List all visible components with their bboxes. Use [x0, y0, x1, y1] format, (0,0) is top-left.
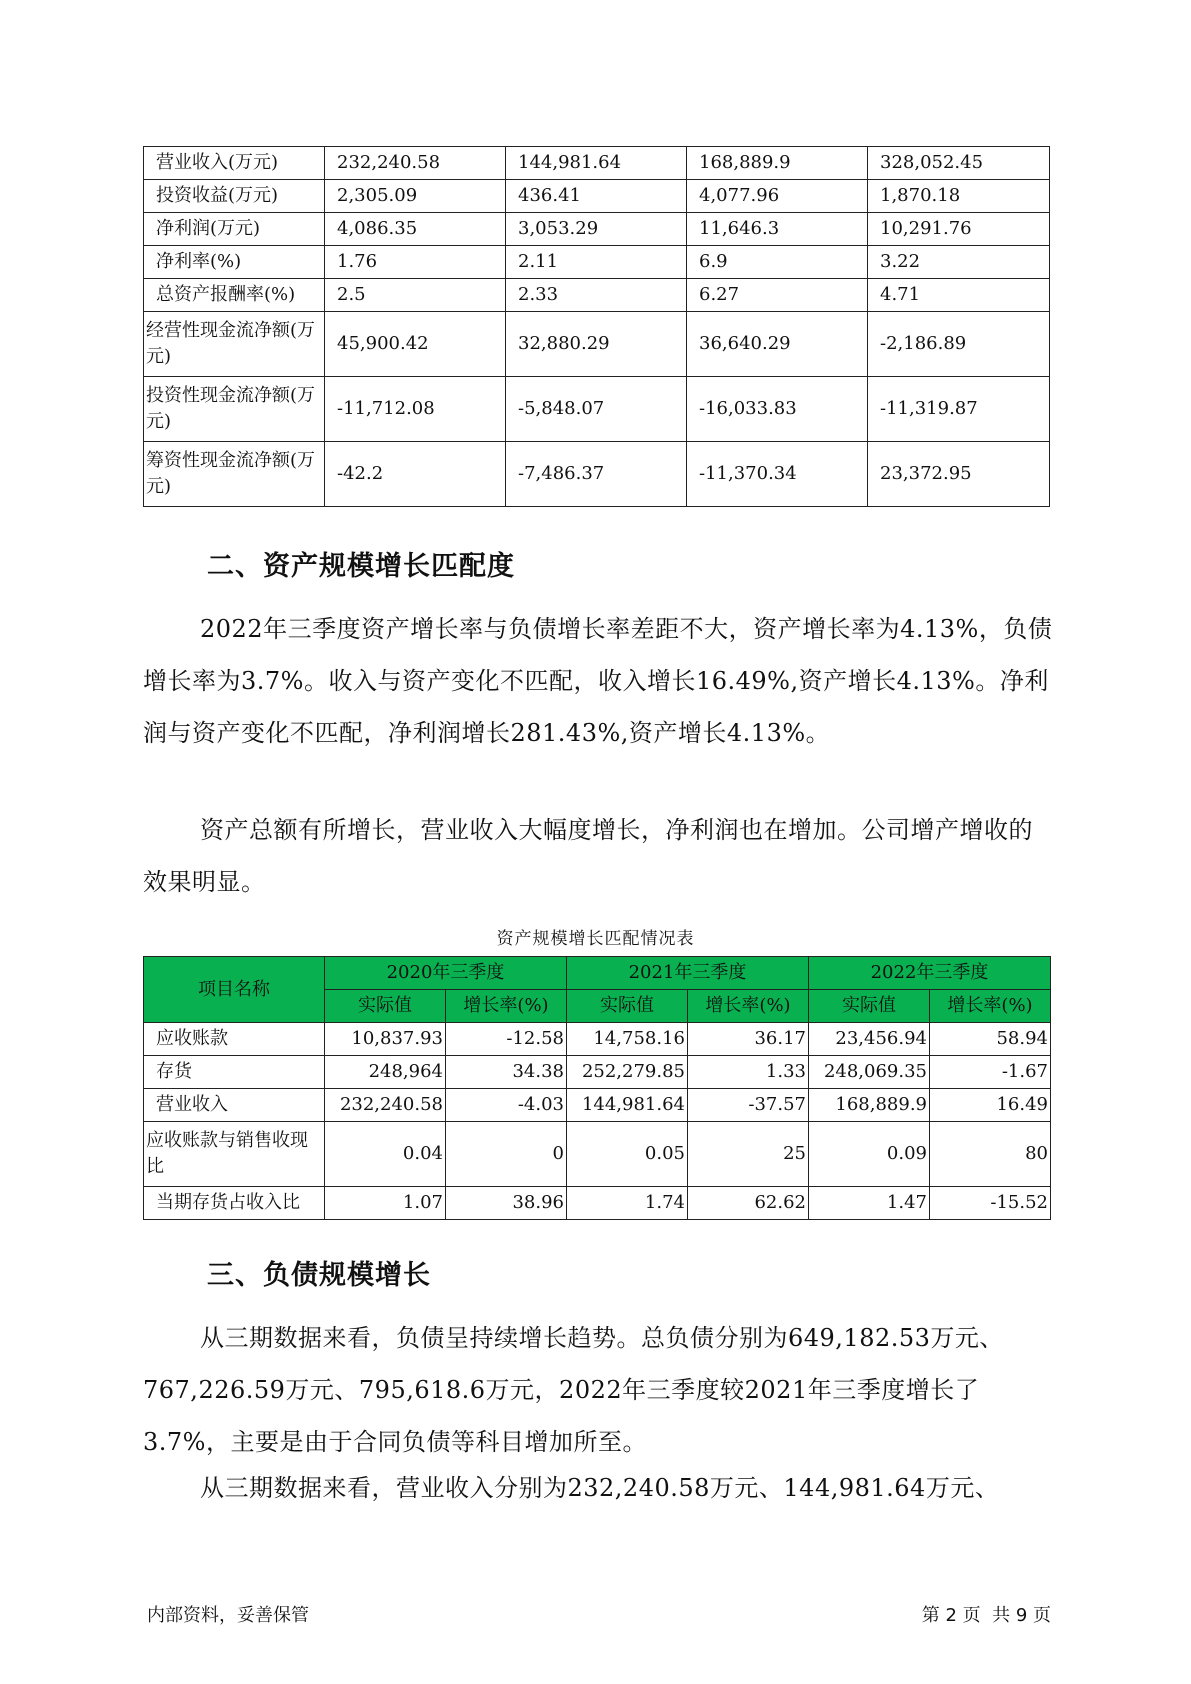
cell-value: 2.33	[506, 279, 687, 312]
cell-value: 32,880.29	[506, 312, 687, 377]
cell-value: 248,964	[325, 1056, 446, 1089]
cell-value: -12.58	[446, 1023, 567, 1056]
table-row	[144, 1122, 1051, 1187]
row-label: 净利润(万元)	[144, 213, 325, 246]
cell-value: 144,981.64	[506, 147, 687, 180]
column-header: 2020年三季度	[325, 957, 567, 990]
column-header: 增长率(%)	[446, 990, 567, 1023]
cell-value: -11,370.34	[687, 442, 868, 507]
column-header: 2022年三季度	[809, 957, 1051, 990]
cell-value: 0.09	[809, 1122, 930, 1187]
cell-value: 2.11	[506, 246, 687, 279]
cell-value: -11,712.08	[325, 377, 506, 442]
cell-value: -5,848.07	[506, 377, 687, 442]
cell-value: -16,033.83	[687, 377, 868, 442]
table-row	[144, 312, 1050, 377]
cell-value: -15.52	[930, 1187, 1051, 1220]
footer-page-number: 第 2 页 共 9 页	[921, 1605, 1051, 1626]
cell-value: 3,053.29	[506, 213, 687, 246]
cell-value: 2,305.09	[325, 180, 506, 213]
cell-value: 23,372.95	[868, 442, 1050, 507]
cell-value: -1.67	[930, 1056, 1051, 1089]
column-header: 实际值	[567, 990, 688, 1023]
paragraph: 资产总额有所增长，营业收入大幅度增长，净利润也在增加。公司增产增收的效果明显。	[143, 816, 1033, 896]
cell-value: 144,981.64	[567, 1089, 688, 1122]
cell-value: 23,456.94	[809, 1023, 930, 1056]
table-row	[144, 1056, 1051, 1089]
cell-value: 4,086.35	[325, 213, 506, 246]
cell-value: 16.49	[930, 1089, 1051, 1122]
column-header: 实际值	[325, 990, 446, 1023]
table-caption: 资产规模增长匹配情况表	[496, 929, 695, 949]
cell-value: -2,186.89	[868, 312, 1050, 377]
cell-value: 0	[446, 1122, 567, 1187]
cell-value: 2.5	[325, 279, 506, 312]
cell-value: 10,837.93	[325, 1023, 446, 1056]
table-row	[144, 279, 1050, 312]
cell-value: 58.94	[930, 1023, 1051, 1056]
cell-value: 36,640.29	[687, 312, 868, 377]
cell-value: 1.76	[325, 246, 506, 279]
table-row	[144, 246, 1050, 279]
section-heading: 三、负债规模增长	[207, 1260, 431, 1291]
row-label: 投资性现金流净额(万元)	[144, 377, 325, 442]
cell-value: 36.17	[688, 1023, 809, 1056]
cell-value: 1.33	[688, 1056, 809, 1089]
cell-value: 4.71	[868, 279, 1050, 312]
cell-value: -37.57	[688, 1089, 809, 1122]
cell-value: 1.47	[809, 1187, 930, 1220]
cell-value: 25	[688, 1122, 809, 1187]
table-row	[144, 442, 1050, 507]
cell-value: -4.03	[446, 1089, 567, 1122]
financial-summary-table	[143, 146, 1050, 507]
cell-value: 168,889.9	[687, 147, 868, 180]
cell-value: -11,319.87	[868, 377, 1050, 442]
row-label: 净利率(%)	[144, 246, 325, 279]
row-label: 营业收入	[144, 1089, 325, 1122]
cell-value: 232,240.58	[325, 147, 506, 180]
cell-value: 1,870.18	[868, 180, 1050, 213]
asset-growth-table	[143, 956, 1051, 1220]
paragraph: 2022年三季度资产增长率与负债增长率差距不大，资产增长率为4.13%，负债增长率为3.7%。收入与资产变化不匹配，收入增长16.49%,资产增长4.13%。净利润与资产变化不匹配，净利润增长281.43%,资产增长4.13%。	[143, 615, 1053, 747]
paragraph: 从三期数据来看，营业收入分别为232,240.58万元、144,981.64万元、	[200, 1474, 1000, 1502]
cell-value: 168,889.9	[809, 1089, 930, 1122]
column-header: 2021年三季度	[567, 957, 809, 990]
row-label: 营业收入(万元)	[144, 147, 325, 180]
cell-value: 10,291.76	[868, 213, 1050, 246]
cell-value: 14,758.16	[567, 1023, 688, 1056]
row-label: 筹资性现金流净额(万元)	[144, 442, 325, 507]
cell-value: 248,069.35	[809, 1056, 930, 1089]
cell-value: 38.96	[446, 1187, 567, 1220]
cell-value: 252,279.85	[567, 1056, 688, 1089]
column-header: 增长率(%)	[930, 990, 1051, 1023]
cell-value: 436.41	[506, 180, 687, 213]
cell-value: 0.04	[325, 1122, 446, 1187]
cell-value: 328,052.45	[868, 147, 1050, 180]
section-heading: 二、资产规模增长匹配度	[207, 551, 515, 582]
table-row	[144, 180, 1050, 213]
cell-value: 6.9	[687, 246, 868, 279]
paragraph: 从三期数据来看，负债呈持续增长趋势。总负债分别为649,182.53万元、767,226.59万元、795,618.6万元，2022年三季度较2021年三季度增长了3.7%，主要是由于合同负债等科目增加所至。	[143, 1324, 1004, 1456]
cell-value: 3.22	[868, 246, 1050, 279]
cell-value: -7,486.37	[506, 442, 687, 507]
column-header: 增长率(%)	[688, 990, 809, 1023]
cell-value: 1.07	[325, 1187, 446, 1220]
cell-value: -42.2	[325, 442, 506, 507]
cell-value: 45,900.42	[325, 312, 506, 377]
row-label: 存货	[144, 1056, 325, 1089]
table-row	[144, 1187, 1051, 1220]
table-row	[144, 1023, 1051, 1056]
table-header-row	[144, 957, 1051, 990]
cell-value: 80	[930, 1122, 1051, 1187]
row-label: 应收账款与销售收现比	[144, 1122, 325, 1187]
table-row	[144, 213, 1050, 246]
cell-value: 34.38	[446, 1056, 567, 1089]
row-label: 应收账款	[144, 1023, 325, 1056]
footer-confidential-note: 内部资料，妥善保管	[147, 1605, 309, 1626]
table-row	[144, 147, 1050, 180]
cell-value: 1.74	[567, 1187, 688, 1220]
cell-value: 232,240.58	[325, 1089, 446, 1122]
row-label: 经营性现金流净额(万元)	[144, 312, 325, 377]
cell-value: 6.27	[687, 279, 868, 312]
cell-value: 0.05	[567, 1122, 688, 1187]
row-label: 当期存货占收入比	[144, 1187, 325, 1220]
row-label: 总资产报酬率(%)	[144, 279, 325, 312]
row-label: 投资收益(万元)	[144, 180, 325, 213]
column-header: 实际值	[809, 990, 930, 1023]
table-row	[144, 1089, 1051, 1122]
cell-value: 11,646.3	[687, 213, 868, 246]
table-row	[144, 377, 1050, 442]
cell-value: 4,077.96	[687, 180, 868, 213]
column-header: 项目名称	[144, 957, 325, 1023]
cell-value: 62.62	[688, 1187, 809, 1220]
